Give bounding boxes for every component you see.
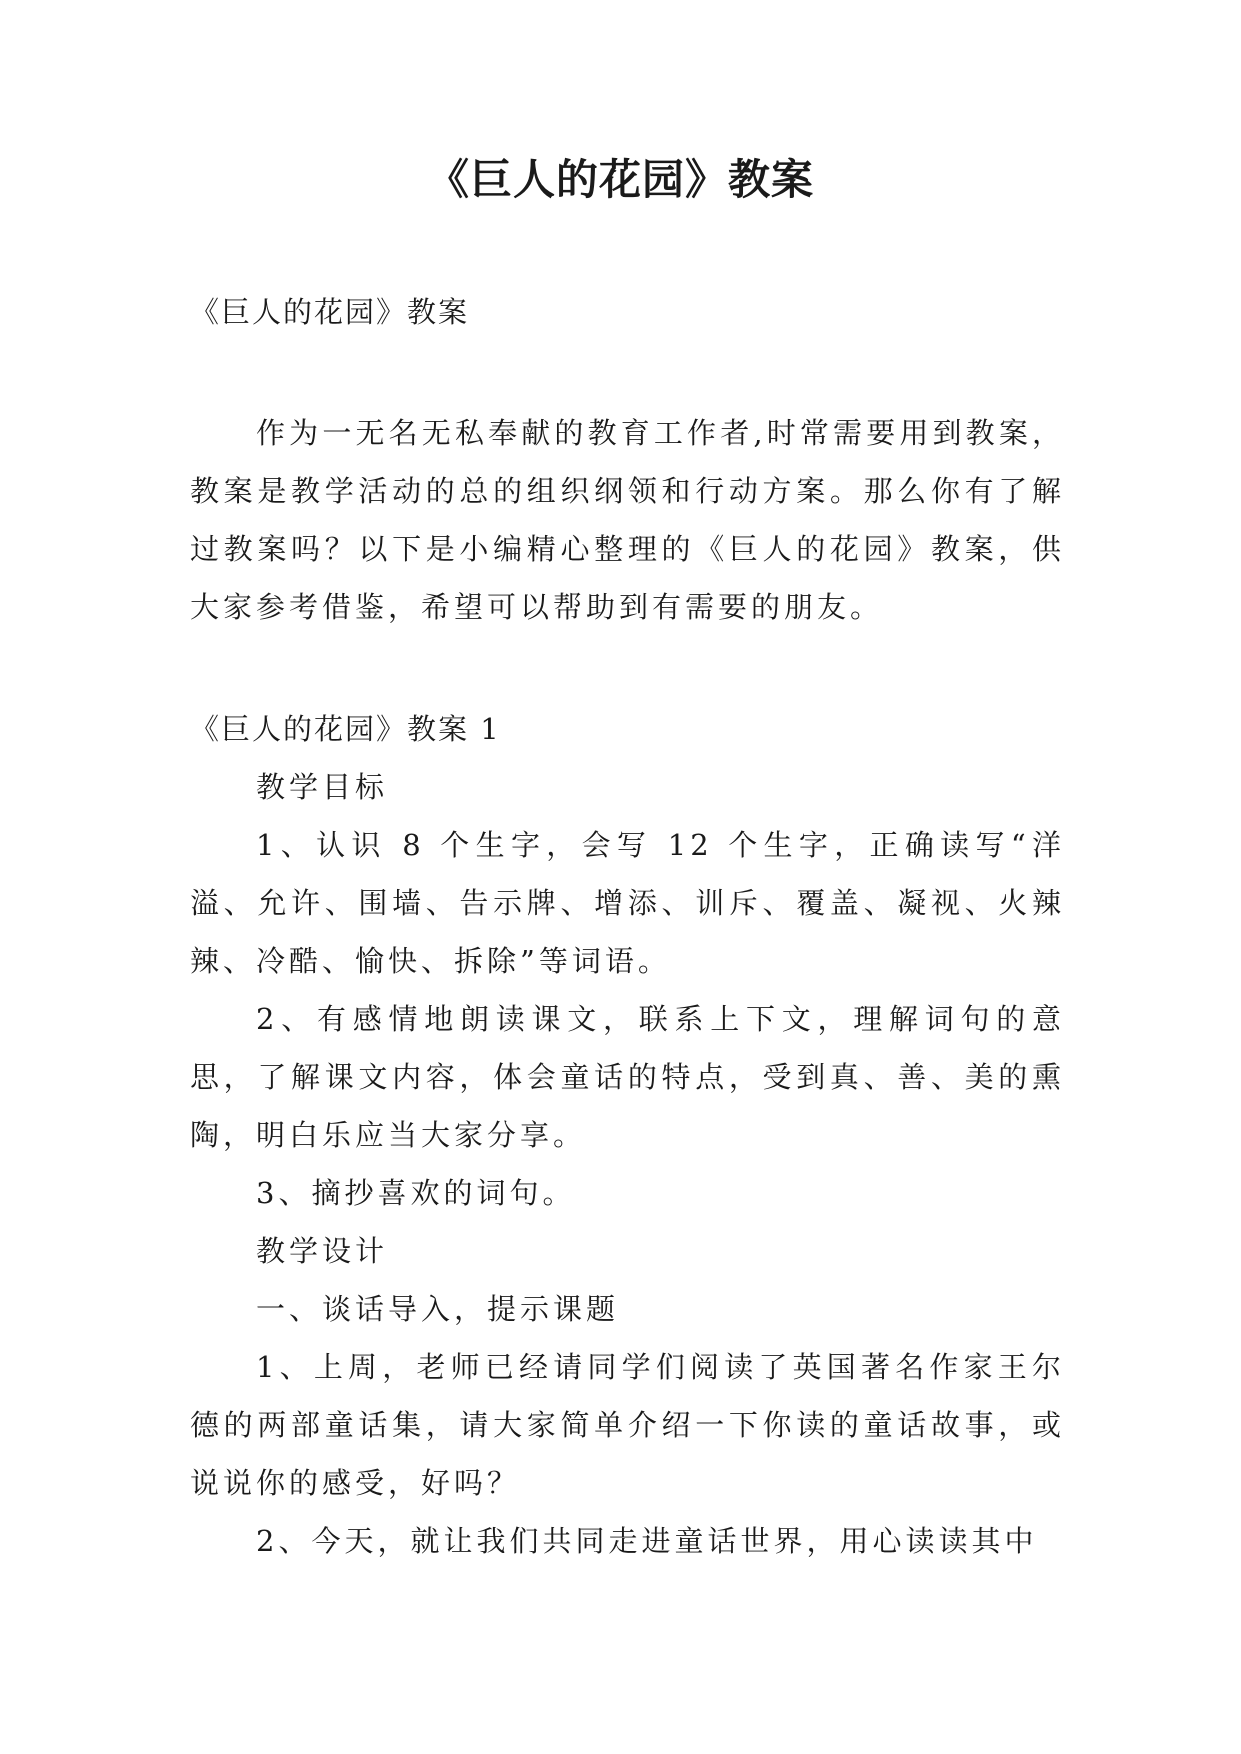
goal-item-1: 1、认识 8 个生字，会写 12 个生字，正确读写“洋溢、允许、围墙、告示牌、增添、训斥、覆盖、凝视、火辣辣、冷酷、愉快、拆除”等词语。 (190, 828, 1065, 978)
section-heading: 《巨人的花园》教案 1 (190, 712, 501, 746)
document-subtitle: 《巨人的花园》教案 (190, 295, 470, 329)
lesson-plan-section-1 (190, 700, 1065, 1570)
document-title: 《巨人的花园》教案 (426, 155, 814, 204)
design-heading: 教学设计 (256, 1234, 389, 1268)
intro-section (190, 404, 1065, 636)
intro-paragraph: 作为一无名无私奉献的教育工作者,时常需要用到教案，教案是教学活动的总的组织纲领和行动方案。那么你有了解过教案吗？以下是小编精心整理的《巨人的花园》教案，供大家参考借鉴，希望可以帮助到有需要的朋友。 (190, 416, 1065, 624)
goal-heading: 教学目标 (256, 770, 389, 804)
goal-item-2: 2、有感情地朗读课文，联系上下文，理解词句的意思，了解课文内容，体会童话的特点，受到真、善、美的熏陶，明白乐应当大家分享。 (190, 1002, 1065, 1152)
step-2: 2、今天，就让我们共同走进童话世界，用心读读其中 (256, 1524, 1038, 1558)
step-1: 1、上周，老师已经请同学们阅读了英国著名作家王尔德的两部童话集，请大家简单介绍一下你读的童话故事，或说说你的感受，好吗？ (190, 1350, 1065, 1500)
part-1-heading: 一、谈话导入，提示课题 (256, 1292, 620, 1326)
goal-item-3: 3、摘抄喜欢的词句。 (256, 1176, 576, 1210)
